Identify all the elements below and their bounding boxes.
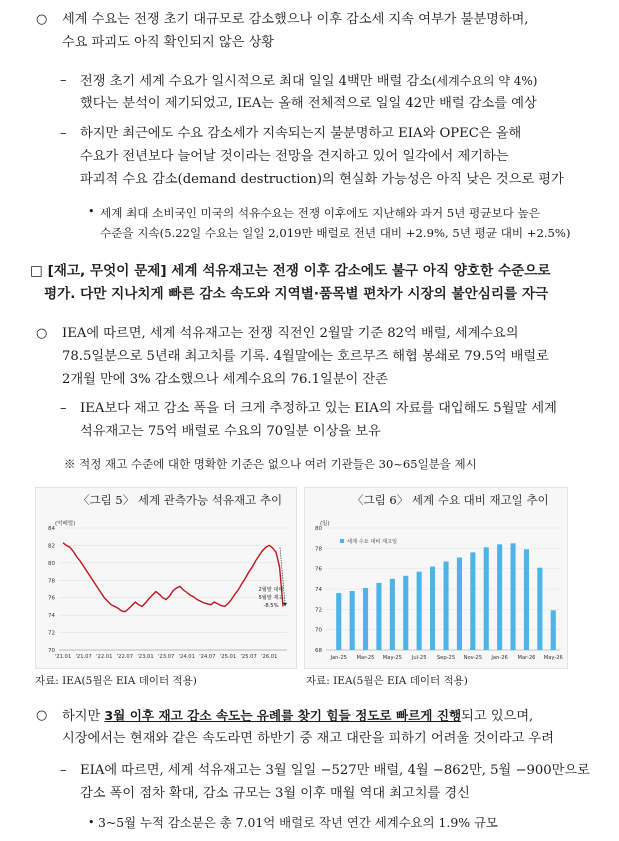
note-line: ※ 적정 재고 수준에 대한 명확한 기준은 없으나 여러 기관들은 30~65일분을 제시 — [64, 457, 477, 471]
chart5-annotation: 5월말 재고 — [258, 595, 284, 601]
chart6-ytick: 72 — [315, 607, 322, 614]
chart6-xtick: Nov-25 — [463, 655, 483, 661]
para-line: 2개월 만에 3% 감소했으나 세계수요의 76.1일분이 잔존 — [62, 372, 388, 387]
chart5-ytick: 78 — [48, 578, 55, 585]
para-line: 수준을 지속(5.22일 수요는 일일 2,019만 배럴로 전년 대비 +2.9%, 5년 평균 대비 +2.5%) — [100, 226, 571, 240]
chart6-xtick: Jan-25 — [330, 655, 347, 661]
para-line: 석유재고는 75억 배럴로 수요의 70일분 이상을 보유 — [80, 424, 381, 439]
chart6-bar — [417, 572, 422, 650]
para-line: 78.5일분으로 5년래 최고치를 기록. 4월말에는 호르무즈 해협 봉쇄로 79.5억 배럴로 — [62, 349, 549, 364]
chart5-xtick: '24.07 — [199, 654, 216, 660]
chart6-legend-label: 세계 수요 대비 재고일 — [347, 539, 398, 545]
chart6-ytick: 78 — [315, 546, 322, 553]
chart5-xtick: '25.01 — [219, 654, 237, 660]
chart5-series-line — [63, 543, 283, 612]
para-line: EIA에 따르면, 세계 석유재고는 3월 일일 −527만 배럴, 4월 −862만, 5월 −900만으로 — [80, 763, 590, 778]
chart5-source: 자료: IEA(5월은 EIA 데이터 적용) — [35, 675, 197, 687]
chart6-ytick: 70 — [315, 627, 322, 634]
chart5-ytick: 80 — [48, 560, 55, 567]
chart5-xtick: '22.07 — [116, 654, 134, 660]
section-heading: 평가. 다만 지나치게 빠른 감소 속도와 지역별·품목별 편차가 시장의 불안심리를 자극 — [44, 286, 549, 302]
chart5-xtick: '26.01 — [261, 654, 278, 660]
chart6-xtick: Mar-25 — [356, 655, 375, 661]
chart5-ytick: 84 — [48, 526, 55, 532]
chart5-ytick: 72 — [48, 630, 55, 637]
para-line: 감소 폭이 점차 확대, 감소 규모는 3월 이후 매월 역대 최고치를 경신 — [80, 786, 470, 801]
chart6-bar — [484, 547, 489, 650]
para-line: IEA에 따르면, 세계 석유재고는 전쟁 직전인 2월말 기준 82억 배럴, 세계수요의 — [62, 326, 519, 341]
chart6-title: 〈그림 6〉 세계 수요 대비 재고일 추이 — [352, 493, 549, 507]
chart6-bar — [511, 543, 516, 650]
para-line: 3~5월 누적 감소분은 총 7.01억 배럴로 작년 연간 세계수요의 1.9% 규모 — [98, 815, 498, 830]
chart6-bar — [497, 544, 502, 650]
para-line: 수요가 전년보다 늘어날 것이라는 전망을 견지하고 있어 일각에서 제기하는 — [80, 149, 509, 164]
para-line: 세계 수요는 전쟁 초기 대규모로 감소했으나 이후 감소세 지속 여부가 불분명하며, — [62, 12, 529, 27]
chart6-xtick: Mar-26 — [517, 655, 536, 661]
para-line: 세계 최대 소비국인 미국의 석유수요는 전쟁 이후에도 지난해와 과거 5년 평균보다 높은 — [100, 206, 540, 220]
dash-bullet: – — [60, 401, 67, 416]
chart5-annotation: -8.5% — [263, 603, 279, 609]
chart6-source: 자료: IEA(5월은 EIA 데이터 적용) — [306, 675, 468, 687]
chart6-ytick: 74 — [315, 587, 322, 593]
chart5-ytick: 76 — [48, 595, 55, 602]
chart5-xtick: '22.01 — [96, 654, 113, 660]
chart6-bar — [390, 579, 395, 650]
chart5-title: 〈그림 5〉 세계 관측가능 석유재고 추이 — [78, 493, 283, 507]
chart6-xtick: Jan-26 — [491, 655, 508, 661]
para-line: 하지만 최근에도 수요 감소세가 지속되는지 불분명하고 EIA와 OPEC은 올해 — [80, 126, 522, 141]
chart6-bar — [537, 568, 542, 650]
chart5-xtick: '21.07 — [75, 654, 92, 660]
chart6-legend-swatch — [340, 539, 344, 543]
chart5-xtick: '23.01 — [137, 654, 154, 660]
chart6-xtick: Sep-25 — [436, 655, 456, 661]
chart6-bar — [350, 591, 355, 650]
chart5-xtick: '23.07 — [157, 654, 175, 660]
circle-bullet: ○ — [36, 326, 48, 341]
chart5-annotation: 2월말 대비 — [258, 587, 284, 593]
chart6-bar — [336, 593, 341, 650]
dash-bullet: – — [60, 73, 67, 88]
circle-bullet: ○ — [36, 12, 48, 27]
chart5-xtick: '21.01 — [54, 654, 72, 660]
chart6-bar — [470, 552, 475, 650]
dash-bullet: – — [60, 763, 67, 778]
chart6-bar — [444, 562, 449, 651]
chart6-bar — [457, 558, 462, 651]
chart6-bar — [551, 610, 556, 650]
chart5-ytick: 82 — [48, 543, 55, 550]
para-line: IEA보다 재고 감소 폭을 더 크게 추정하고 있는 EIA의 자료를 대입해도 5월말 세계 — [80, 401, 557, 416]
para-line: 수요 파괴도 아직 확인되지 않은 상황 — [62, 35, 275, 50]
chart5-svg — [35, 510, 295, 665]
chart6-bar — [524, 549, 529, 650]
chart6-unit: (일) — [320, 521, 330, 527]
chart6-xtick: May-25 — [382, 655, 402, 661]
para-line: 하지만 3월 이후 재고 감소 속도는 유례를 찾기 힘들 정도로 빠르게 진행되고 있으며, — [62, 708, 534, 724]
chart6-xtick: Jul-25 — [411, 655, 427, 661]
circle-bullet: ○ — [36, 708, 48, 723]
chart6-svg — [304, 510, 566, 665]
para-line: 파괴적 수요 감소(demand destruction)의 현실화 가능성은 아직 낮은 것으로 평가 — [80, 172, 564, 187]
dot-bullet: • — [88, 816, 95, 829]
para-line: 했다는 분석이 제기되었고, IEA는 올해 전체적으로 일일 42만 배럴 감소를 예상 — [80, 96, 537, 111]
chart6-ytick: 68 — [315, 648, 322, 654]
chart6-ytick: 80 — [315, 526, 322, 532]
chart5-xtick: '25.07 — [240, 654, 257, 660]
section-heading: □ [재고, 무엇이 문제] 세계 석유재고는 전쟁 이후 감소에도 불구 아직 양호한 수준으로 — [30, 263, 551, 279]
chart5-xtick: '24.01 — [178, 654, 195, 660]
chart6-bar — [430, 567, 435, 650]
dot-bullet: • — [88, 205, 95, 218]
chart6-xtick: May-26 — [543, 655, 563, 661]
chart5-ytick: 70 — [48, 648, 55, 654]
chart5-unit: (억배럴) — [55, 521, 76, 527]
chart6-bar — [376, 583, 381, 650]
chart6-bar — [403, 576, 408, 650]
para-line: 시장에서는 현재와 같은 속도라면 하반기 중 재고 대란을 피하기 어려울 것이라고 우려 — [62, 731, 554, 746]
para-line: 전쟁 초기 세계 수요가 일시적으로 최대 일일 4백만 배럴 감소(세계수요의 약 4%) — [80, 74, 538, 89]
chart6-ytick: 76 — [315, 566, 322, 573]
dash-bullet: – — [60, 126, 67, 141]
chart5-ytick: 74 — [48, 613, 55, 620]
chart6-bar — [363, 588, 368, 650]
